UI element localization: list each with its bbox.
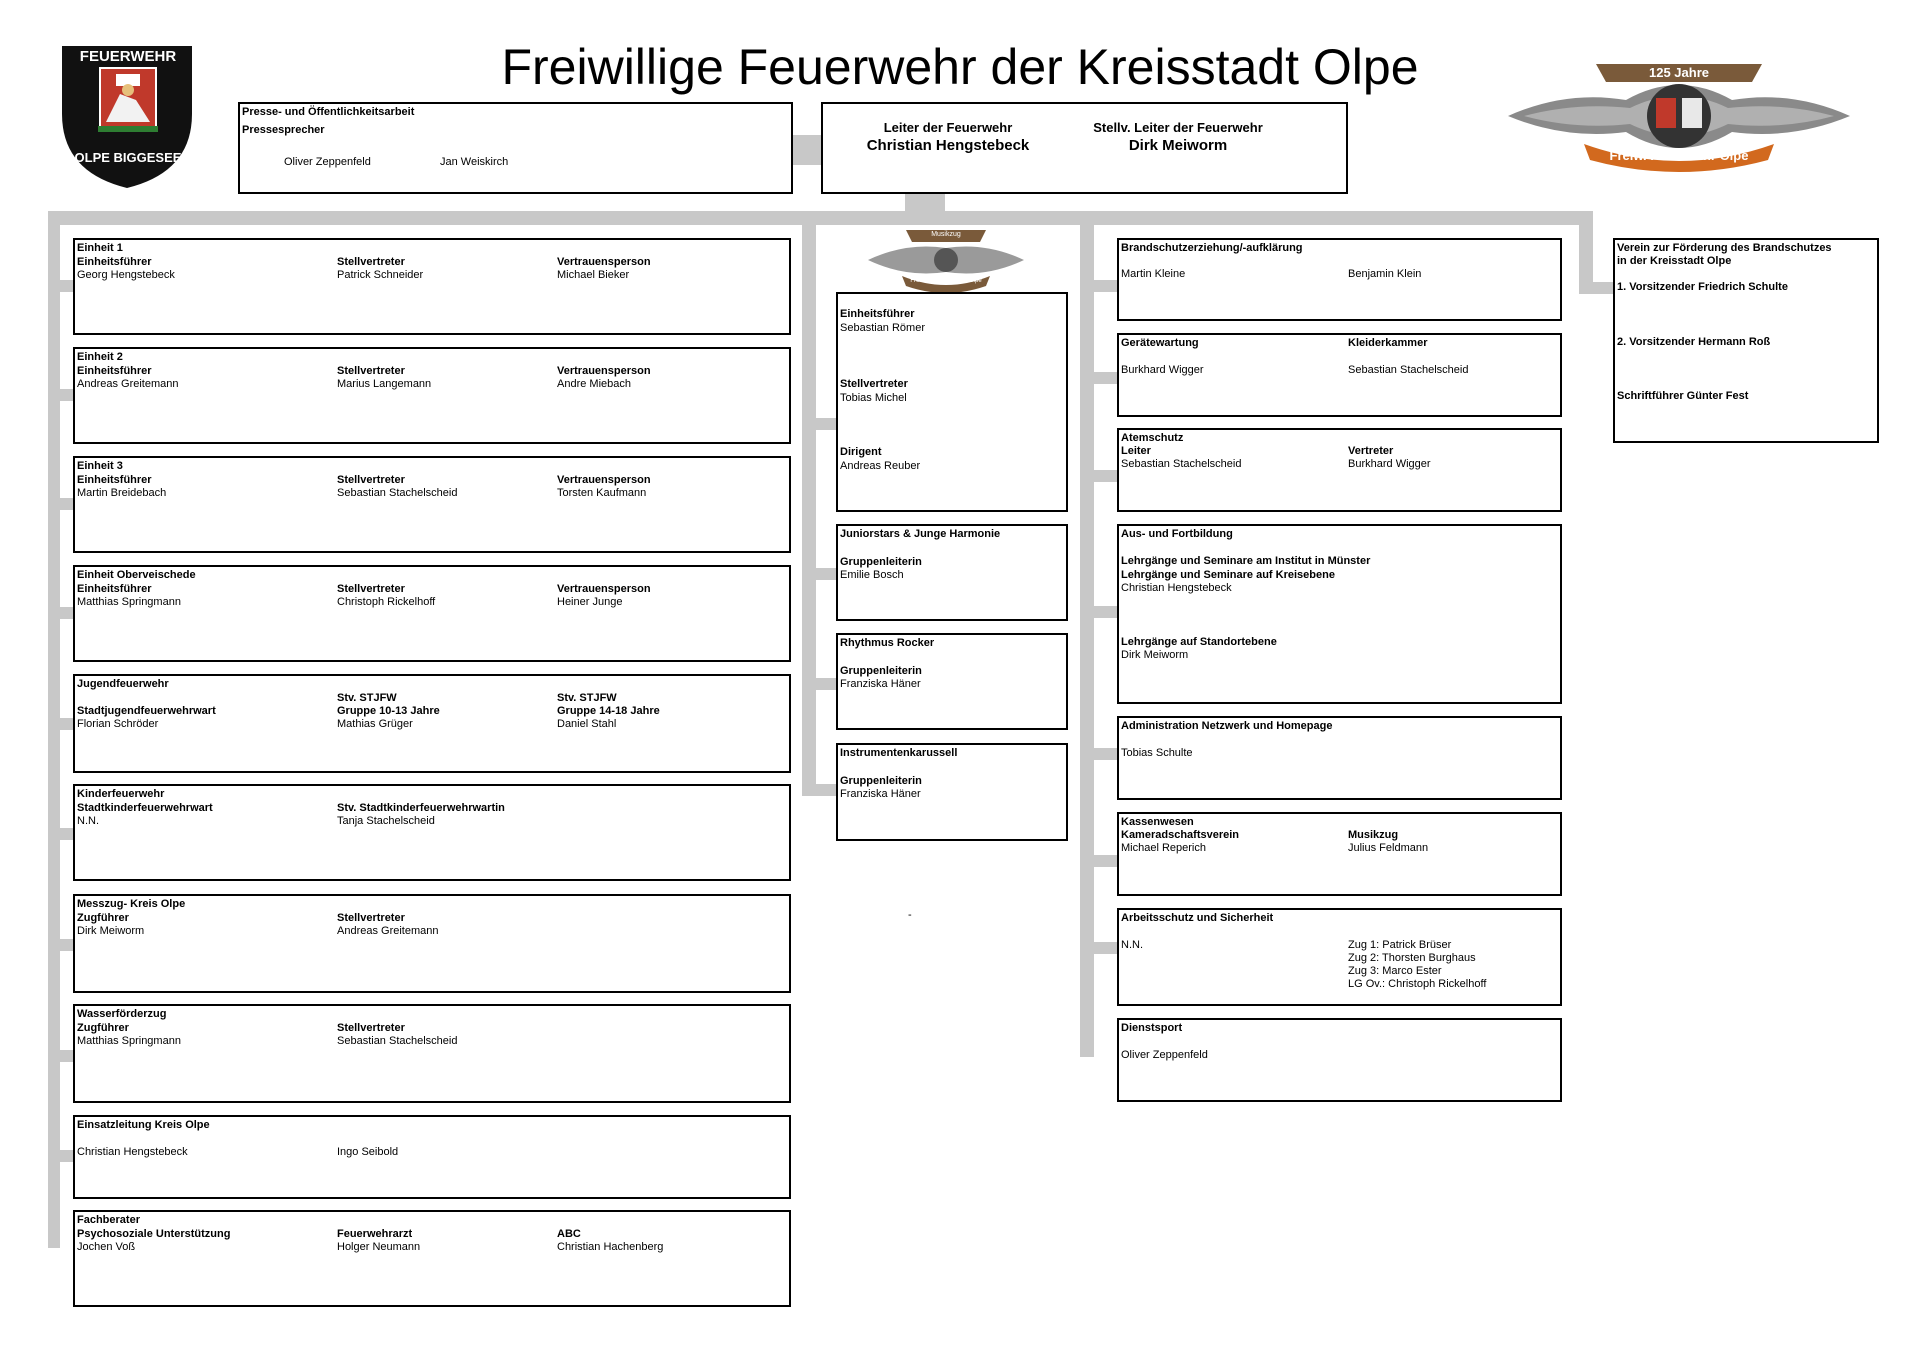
unit-role: Zugführer	[77, 1022, 129, 1034]
anniversary-bottom-text: Freiw. Feuerwehr Olpe	[1609, 148, 1749, 163]
connector-stub	[48, 718, 76, 730]
unit-name: Burkhard Wigger	[1348, 458, 1431, 470]
unit-title: Fachberater	[77, 1214, 140, 1226]
leader-role: Leiter der Feuerwehr	[883, 120, 1013, 135]
connector-stub	[48, 828, 76, 840]
anniversary-top-text: 125 Jahre	[1649, 65, 1709, 80]
press-name: Oliver Zeppenfeld	[284, 156, 371, 168]
group-title: Rhythmus Rocker	[840, 637, 935, 649]
unit-name: Michael Reperich	[1121, 842, 1206, 854]
unit-name: Heiner Junge	[557, 596, 623, 608]
music-logo	[866, 228, 1026, 292]
unit-name: Benjamin Klein	[1348, 268, 1422, 280]
unit-title: Gerätewartung	[1121, 337, 1199, 349]
unit-ausbildung	[1117, 524, 1562, 704]
music-group-box	[836, 524, 1068, 621]
unit-role: Leiter	[1121, 445, 1151, 457]
unit-role: ABC	[557, 1228, 581, 1240]
unit-title: Wasserförderzug	[77, 1008, 167, 1020]
unit-title: Aus- und Fortbildung	[1121, 528, 1233, 540]
unit-name: N.N.	[77, 815, 99, 827]
connector-stub	[1080, 606, 1120, 618]
unit-name: Martin Kleine	[1121, 268, 1186, 280]
unit-role: Stv. STJFW	[337, 692, 397, 704]
unit-role: Stellvertreter	[337, 365, 405, 377]
unit-name: Daniel Stahl	[557, 718, 617, 730]
logo-top-text: FEUERWEHR	[79, 48, 177, 65]
group-title: Juniorstars & Junge Harmonie	[840, 528, 1001, 540]
logo-bottom-text: OLPE BIGGESEE	[74, 150, 182, 165]
connector-stub	[802, 678, 836, 690]
unit-name: Torsten Kaufmann	[557, 487, 647, 499]
connector-stub	[1080, 748, 1120, 760]
music-group-box	[836, 743, 1068, 841]
unit-title: Jugendfeuerwehr	[77, 678, 169, 690]
unit-name: Andreas Greitemann	[77, 378, 179, 390]
unit-name: Andreas Greitemann	[337, 925, 439, 937]
connector-stub	[1080, 942, 1120, 954]
music-logo-top: Musikzug	[931, 231, 961, 238]
music-logo-bottom: Freiwillige Feuerwehr Olpe	[910, 278, 982, 284]
zug-line: Zug 1: Patrick Brüser	[1348, 939, 1452, 951]
unit-title: Atemschutz	[1121, 432, 1184, 444]
unit-role: Kameradschaftsverein	[1121, 829, 1240, 841]
unit-role: Stadtkinderfeuerwehrwart	[77, 802, 213, 814]
connector-stub	[1080, 280, 1120, 292]
group-name: Franziska Häner	[840, 788, 921, 800]
connector-stub	[802, 418, 836, 430]
music-role: Einheitsführer	[840, 308, 915, 320]
unit-title: Einheit 1	[77, 242, 123, 254]
group-name: Franziska Häner	[840, 678, 921, 690]
group-role: Gruppenleiterin	[840, 775, 922, 787]
verein-title: Verein zur Förderung des Brandschutzes	[1617, 242, 1832, 254]
connector-stub	[48, 498, 76, 510]
unit-dienstsport	[1117, 1018, 1562, 1102]
unit-box	[73, 238, 791, 335]
music-name: Sebastian Römer	[840, 322, 925, 334]
music-main-box	[836, 292, 1068, 512]
unit-role: Einheitsführer	[77, 583, 152, 595]
unit-title: Einheit 2	[77, 351, 123, 363]
unit-name: Matthias Springmann	[77, 1035, 181, 1047]
connector-stub	[1080, 855, 1120, 867]
unit-box	[73, 1004, 791, 1103]
unit-name: Sebastian Stachelscheid	[337, 1035, 458, 1047]
unit-box	[73, 674, 791, 773]
unit-box	[73, 1210, 791, 1307]
unit-arbeitsschutz	[1117, 908, 1562, 1006]
unit-name: Christoph Rickelhoff	[337, 596, 436, 608]
music-dash: -	[908, 909, 912, 921]
unit-administration	[1117, 716, 1562, 800]
unit-name: Sebastian Stachelscheid	[1121, 458, 1242, 470]
unit-title: Einheit Oberveischede	[77, 569, 196, 581]
unit-name: Christian Hengstebeck	[1121, 582, 1232, 594]
unit-atemschutz	[1117, 428, 1562, 512]
unit-name: Andre Miebach	[557, 378, 631, 390]
unit-name: Julius Feldmann	[1348, 842, 1429, 854]
unit-role: Stv. STJFW	[557, 692, 617, 704]
zug-line: Zug 2: Thorsten Burghaus	[1348, 952, 1476, 964]
unit-title: Einsatzleitung Kreis Olpe	[77, 1119, 210, 1131]
connector-stub	[48, 1150, 76, 1162]
unit-role: Einheitsführer	[77, 474, 152, 486]
music-group-box	[836, 633, 1068, 730]
unit-role: Stellvertreter	[337, 1022, 405, 1034]
fire-brigade-logo	[58, 44, 198, 190]
unit-role: Feuerwehrarzt	[337, 1228, 413, 1240]
unit-name: Tanja Stachelscheid	[337, 815, 435, 827]
unit-name: Michael Bieker	[557, 269, 630, 281]
unit-role: Stadtjugendfeuerwehrwart	[77, 705, 216, 717]
unit-name: N.N.	[1121, 939, 1143, 951]
unit-role: Stellvertreter	[337, 583, 405, 595]
music-name: Andreas Reuber	[840, 460, 921, 472]
unit-name: Burkhard Wigger	[1121, 364, 1204, 376]
verein-line: 1. Vorsitzender Friedrich Schulte	[1617, 281, 1788, 293]
unit-title: Kassenwesen	[1121, 816, 1194, 828]
verein-line: Schriftführer Günter Fest	[1617, 390, 1749, 402]
unit-title: Brandschutzerziehung/-aufklärung	[1121, 242, 1303, 254]
unit-title: Dienstsport	[1121, 1022, 1183, 1034]
deputy-name: Dirk Meiworm	[1128, 137, 1228, 154]
unit-geraetewartung	[1117, 333, 1562, 417]
unit-role: Vertrauensperson	[557, 256, 651, 268]
unit-role: Vertrauensperson	[557, 474, 651, 486]
unit-name: Dirk Meiworm	[1121, 649, 1189, 661]
connector-verein-stub	[1579, 282, 1613, 294]
unit-role: Musikzug	[1348, 829, 1399, 841]
connector-leader-drop	[905, 193, 945, 211]
music-name: Tobias Michel	[840, 392, 907, 404]
music-role: Stellvertreter	[840, 378, 908, 390]
unit-role: Vertrauensperson	[557, 583, 651, 595]
unit-kassenwesen	[1117, 812, 1562, 896]
unit-role: Stellvertreter	[337, 474, 405, 486]
unit-name: Sebastian Stachelscheid	[337, 487, 458, 499]
leader-box	[821, 102, 1348, 194]
group-name: Emilie Bosch	[840, 569, 904, 581]
group-role: Gruppenleiterin	[840, 665, 922, 677]
unit-brandschutz	[1117, 238, 1562, 321]
connector-stub	[48, 389, 76, 401]
unit-name: Oliver Zeppenfeld	[1121, 1049, 1208, 1061]
connector-stub	[1080, 470, 1120, 482]
verein-title: in der Kreisstadt Olpe	[1617, 255, 1732, 267]
unit-role: Lehrgänge auf Standortebene	[1121, 636, 1277, 648]
unit-role: Vertrauensperson	[557, 365, 651, 377]
unit-title: Einheit 3	[77, 460, 123, 472]
unit-name: Ingo Seibold	[337, 1146, 399, 1158]
connector-stub	[48, 1050, 76, 1062]
unit-role: Gruppe 14-18 Jahre	[557, 705, 660, 717]
connector-right-vertical	[1080, 211, 1094, 1057]
group-title: Instrumentenkarussell	[840, 747, 958, 759]
connector-main-horizontal	[48, 211, 1593, 225]
zug-line: LG Ov.: Christoph Rickelhoff	[1348, 978, 1487, 990]
unit-title: Kinderfeuerwehr	[77, 788, 165, 800]
connector-stub	[802, 568, 836, 580]
unit-box	[73, 456, 791, 553]
unit-role: Psychosoziale Unterstützung	[77, 1228, 231, 1240]
unit-name: Georg Hengstebeck	[77, 269, 175, 281]
unit-name: Patrick Schneider	[337, 269, 424, 281]
unit-name: Mathias Grüger	[337, 718, 413, 730]
unit-box	[73, 565, 791, 662]
unit-name: Dirk Meiworm	[77, 925, 145, 937]
unit-name: Christian Hengstebeck	[77, 1146, 188, 1158]
connector-stub	[48, 607, 76, 619]
unit-title: Messzug- Kreis Olpe	[77, 898, 186, 910]
unit-title: Administration Netzwerk und Homepage	[1121, 720, 1333, 732]
unit-box	[73, 347, 791, 444]
unit-role: Einheitsführer	[77, 365, 152, 377]
press-title: Presse- und Öffentlichkeitsarbeit	[242, 106, 415, 118]
unit-box	[73, 1115, 791, 1199]
unit-name: Jochen Voß	[77, 1241, 136, 1253]
unit-role: Lehrgänge und Seminare am Institut in Münster	[1121, 555, 1371, 567]
unit-role: Stellvertreter	[337, 912, 405, 924]
unit-name: Christian Hachenberg	[557, 1241, 664, 1253]
connector-music-vertical	[802, 211, 816, 796]
verein-line: 2. Vorsitzender Hermann Roß	[1617, 336, 1771, 348]
leader-name: Christian Hengstebeck	[866, 137, 1030, 154]
group-role: Gruppenleiterin	[840, 556, 922, 568]
unit-role: Vertreter	[1348, 445, 1394, 457]
unit-role: Einheitsführer	[77, 256, 152, 268]
press-name: Jan Weiskirch	[440, 156, 509, 168]
unit-role: Stellvertreter	[337, 256, 405, 268]
connector-press	[790, 135, 822, 165]
connector-stub	[48, 280, 76, 292]
verein-box	[1613, 238, 1879, 443]
unit-role: Lehrgänge und Seminare auf Kreisebene	[1121, 569, 1335, 581]
page-title: Freiwillige Feuerwehr der Kreisstadt Olpe	[501, 39, 1419, 95]
unit-name: Sebastian Stachelscheid	[1348, 364, 1469, 376]
press-box	[238, 102, 793, 194]
unit-name: Matthias Springmann	[77, 596, 181, 608]
unit-name: Martin Breidebach	[77, 487, 167, 499]
unit-box	[73, 894, 791, 993]
unit-name: Holger Neumann	[337, 1241, 421, 1253]
connector-stub	[1080, 372, 1120, 384]
unit-name: Tobias Schulte	[1121, 747, 1193, 759]
zug-line: Zug 3: Marco Ester	[1348, 965, 1442, 977]
unit-role: Stv. Stadtkinderfeuerwehrwartin	[337, 802, 505, 814]
unit-name: Florian Schröder	[77, 718, 159, 730]
connector-stub	[48, 939, 76, 951]
unit-role: Zugführer	[77, 912, 129, 924]
deputy-role: Stellv. Leiter der Feuerwehr	[1093, 120, 1263, 135]
unit-role: Gruppe 10-13 Jahre	[337, 705, 440, 717]
unit-name: Marius Langemann	[337, 378, 432, 390]
music-role: Dirigent	[840, 446, 882, 458]
anniversary-logo	[1506, 60, 1852, 172]
connector-stub	[802, 784, 836, 796]
press-role: Pressesprecher	[242, 124, 325, 136]
unit-title: Kleiderkammer	[1348, 337, 1428, 349]
unit-title: Arbeitsschutz und Sicherheit	[1121, 912, 1274, 924]
unit-box	[73, 784, 791, 881]
